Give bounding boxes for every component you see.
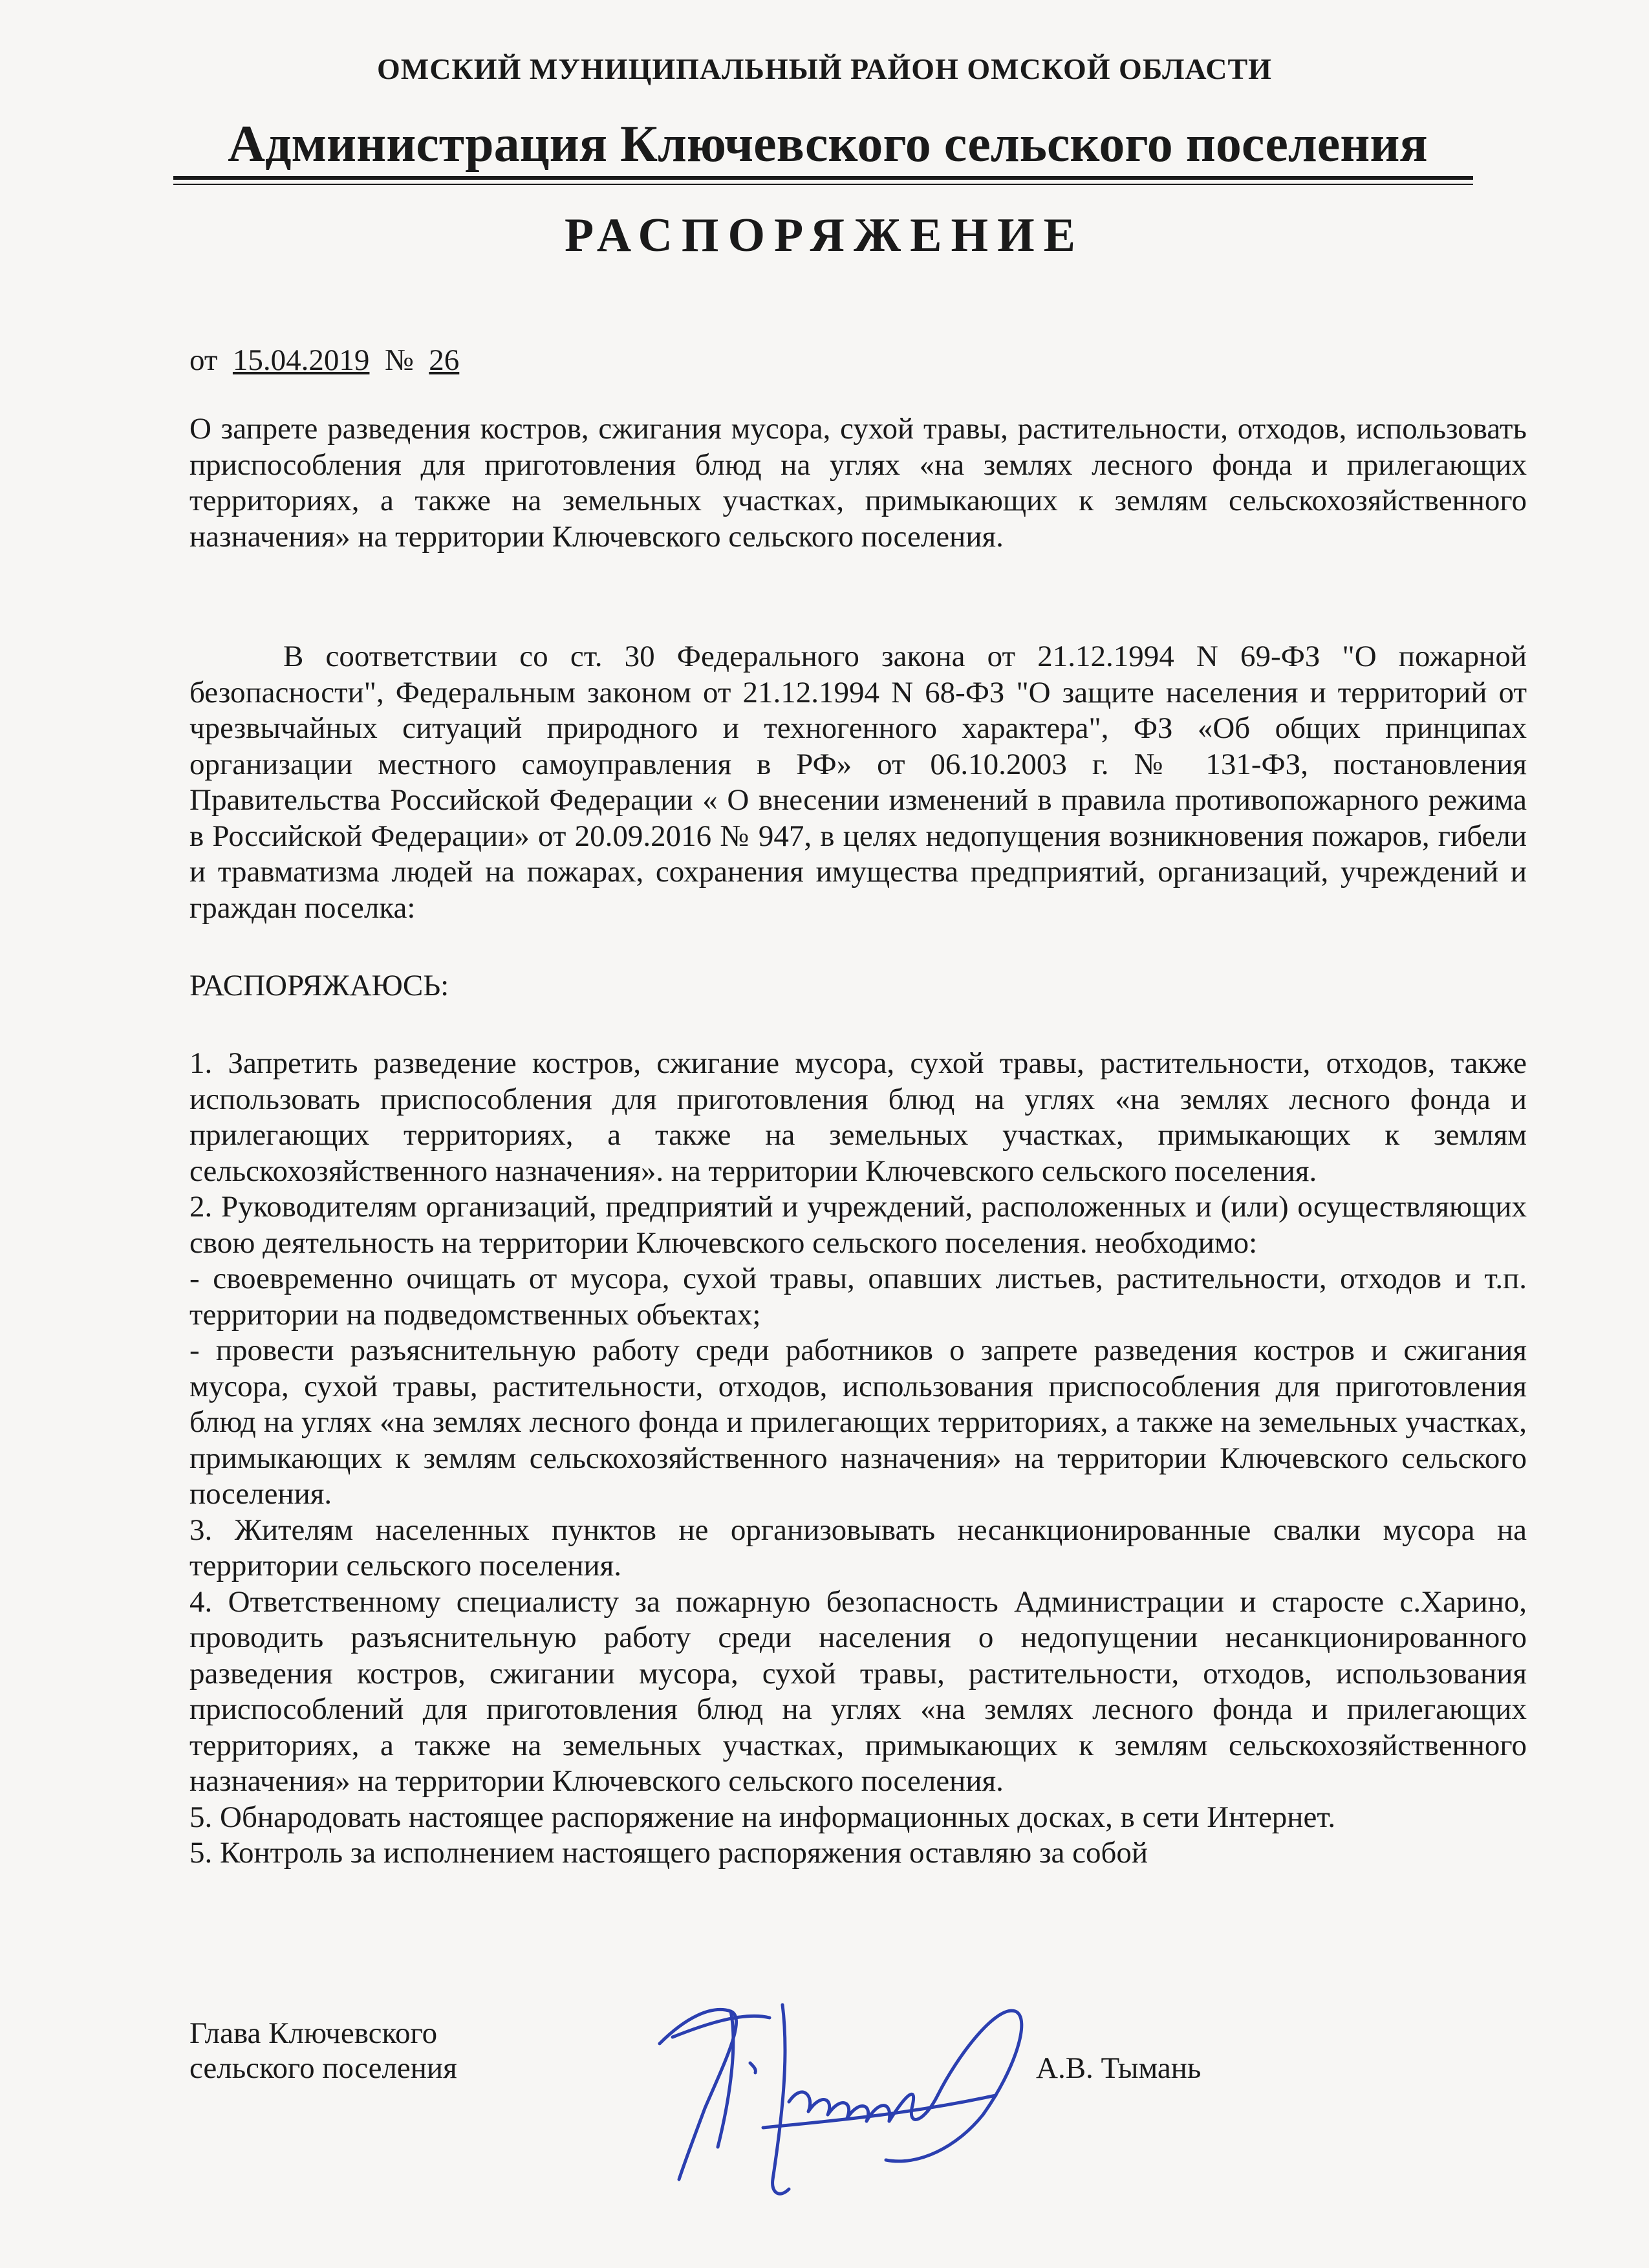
signatory-position-line-2: сельского поселения xyxy=(189,2051,457,2085)
handwritten-signature xyxy=(634,1966,1035,2212)
header-region: ОМСКИЙ МУНИЦИПАЛЬНЫЙ РАЙОН ОМСКОЙ ОБЛАСТИ xyxy=(377,52,1272,85)
order-item-2-sub-2: - провести разъяснительную работу среди работников о запрете разведения костров и сжигания мусора, сухой травы, растительности, отходов, использования приспособления для приготовления блюд на углях «на землях лесного фонда и прилегающих территориях, а также на земельных участках, примыкающих к землям сельскохозяйственного назначения» на территории Ключевского сельского поселения. xyxy=(189,1334,1527,1511)
order-item-6: 5. Контроль за исполнением настоящего распоряжения оставляю за собой xyxy=(189,1836,1148,1870)
document-date: 15.04.2019 xyxy=(232,343,370,377)
order-item-3: 3. Жителям населенных пунктов не организовывать несанкционированные свалки мусора на территории сельского поселения. xyxy=(189,1513,1527,1582)
order-item-4: 4. Ответственному специалисту за пожарную безопасность Администрации и старосте с.Харино, проводить разъяснительную работу среди населения о недопущении несанкционированного разведения костров, сжигании мусора, сухой травы, растительности, отходов, использования приспособлений для приготовления блюд на углях «на землях лесного фонда и прилегающих территориях, а также на земельных участках, примыкающих к землям сельскохозяйственного назначения» на территории Ключевского сельского поселения. xyxy=(189,1584,1527,1798)
document-title: О запрете разведения костров, сжигания мусора, сухой травы, растительности, отходов, использовать приспособления для приготовления блюд на углях «на землях лесного фонда и прилегающих территориях, а также на земельных участках, примыкающих к землям сельскохозяйственного назначения» на территории Ключевского сельского поселения. xyxy=(189,412,1527,554)
date-line xyxy=(189,343,459,378)
order-item-2: 2. Руководителям организаций, предприятий и учреждений, расположенных и (или) осуществляющих свою деятельность на территории Ключевского сельского поселения. необходимо: xyxy=(189,1190,1527,1260)
preamble-paragraph: В соответствии со ст. 30 Федерального закона от 21.12.1994 N 69-ФЗ "О пожарной безопасности", Федеральным законом от 21.12.1994 N 68-ФЗ "О защите населения и территорий от чрезвычайных ситуаций природного и техногенного характера", ФЗ «Об общих принципах организации местного самоуправления в РФ» от 06.10.2003 г. № 131-ФЗ, постановления Правительства Российской Федерации « О внесении изменений в правила противопожарного режима в Российской Федерации» от 20.09.2016 № 947, в целях недопущения возникновения пожаров, гибели и травматизма людей на пожарах, сохранения имущества предприятий, организаций, учреждений и граждан поселка: xyxy=(189,640,1527,925)
order-items xyxy=(189,1046,1527,1872)
document-number: 26 xyxy=(429,343,460,377)
date-prefix: от xyxy=(189,343,218,377)
signatory-position-line-1: Глава Ключевского xyxy=(189,2016,438,2050)
header-rule xyxy=(173,176,1473,180)
header-rule-thin xyxy=(173,184,1473,185)
order-item-1: 1. Запретить разведение костров, сжигание мусора, сухой травы, растительности, отходов, также использовать приспособления для приготовления блюд на углях «на землях лесного фонда и прилегающих территориях, а также на земельных участках, примыкающих к землям сельскохозяйственного назначения». на территории Ключевского сельского поселения. xyxy=(189,1046,1527,1188)
order-item-2-sub-1: - своевременно очищать от мусора, сухой травы, опавших листьев, растительности, отходов и т.п. территории на подведомственных объектах; xyxy=(189,1262,1527,1332)
header-organization: Администрация Ключевского сельского поселения xyxy=(228,116,1428,173)
document-type: РАСПОРЯЖЕНИЕ xyxy=(564,209,1084,262)
order-word: РАСПОРЯЖАЮСЬ: xyxy=(189,969,449,1002)
number-sign: № xyxy=(384,343,414,377)
order-item-5: 5. Обнародовать настоящее распоряжение на информационных досках, в сети Интернет. xyxy=(189,1800,1336,1834)
signatory-name: А.В. Тымань xyxy=(1036,2051,1202,2085)
signatory-position xyxy=(189,2016,457,2086)
